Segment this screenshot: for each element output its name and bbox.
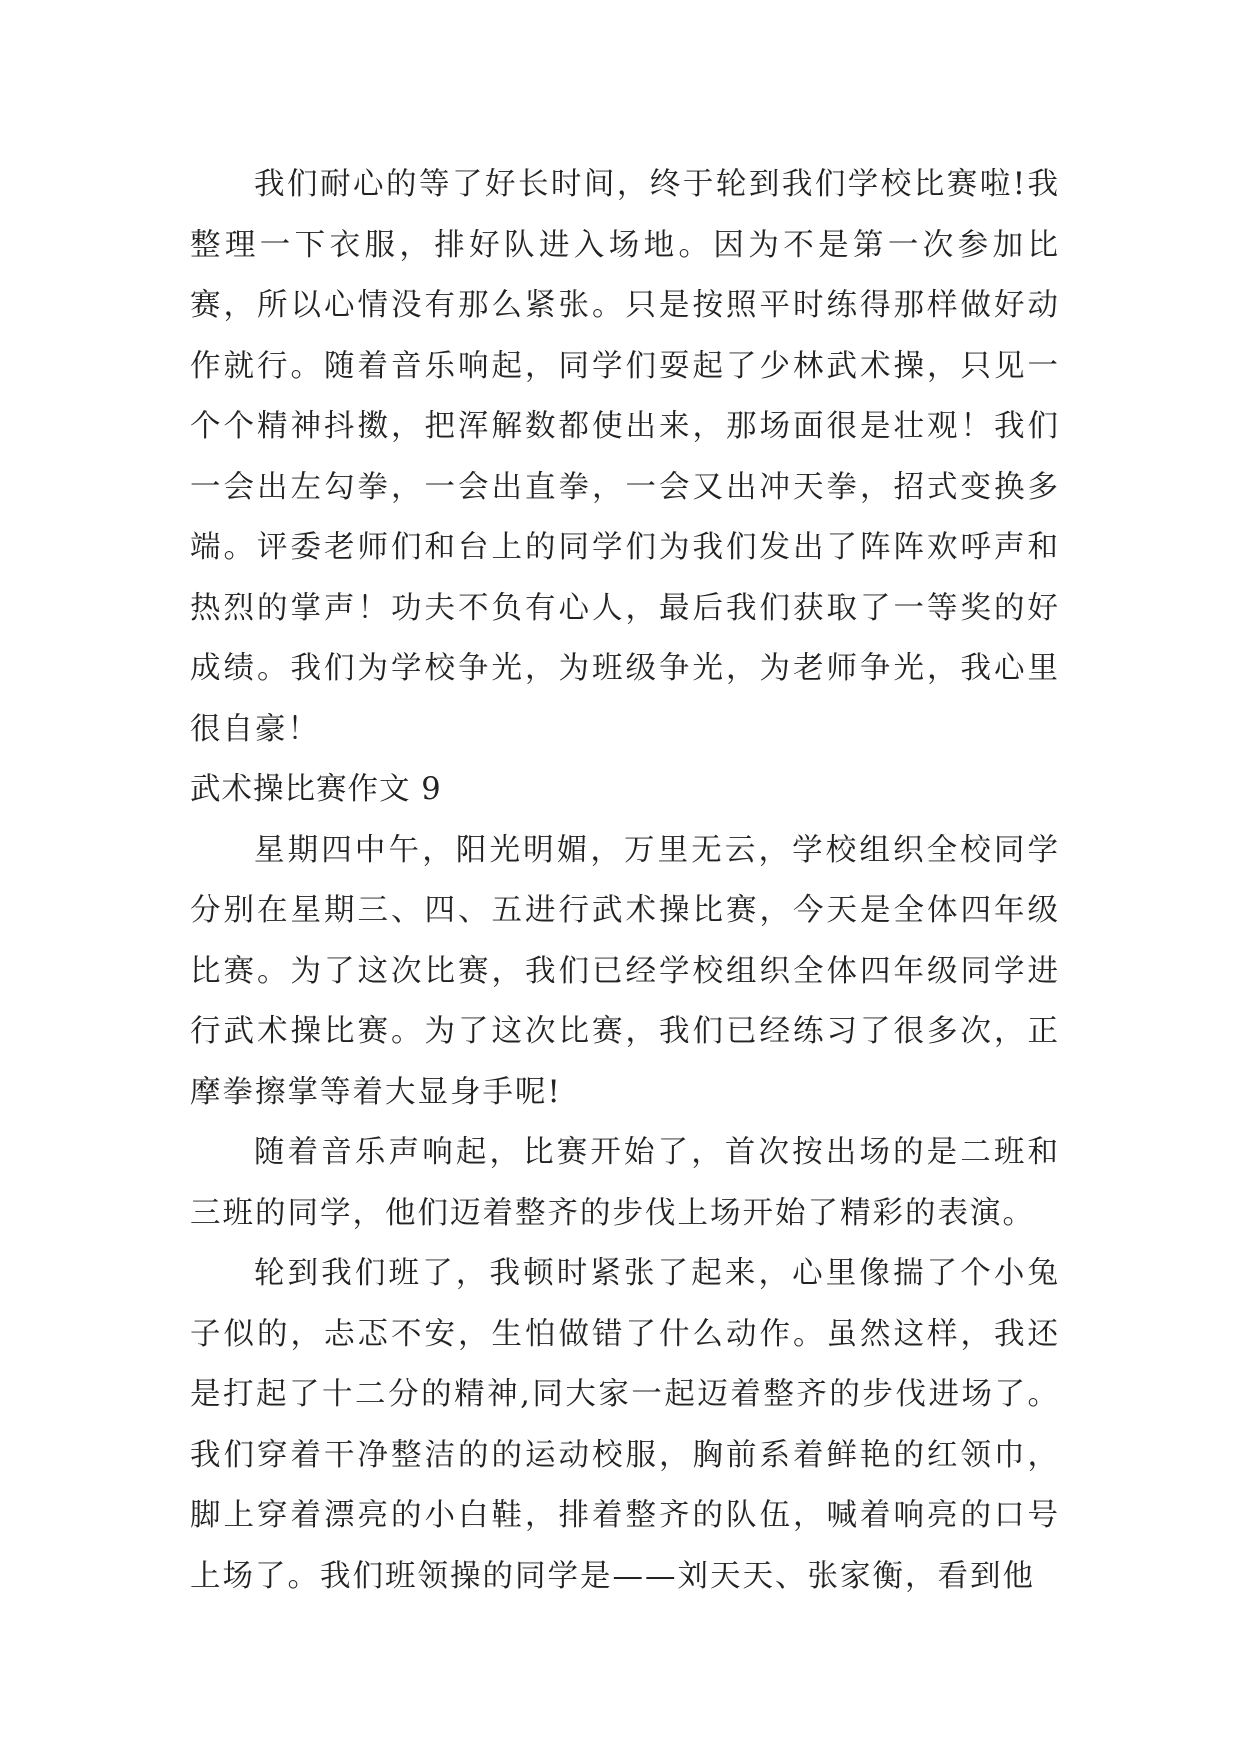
document-body	[190, 155, 1060, 1607]
essay-heading: 武术操比赛作文 9	[190, 772, 442, 807]
paragraph: 我们耐心的等了好长时间，终于轮到我们学校比赛啦!我整理一下衣服，排好队进入场地。因为不是第一次参加比赛，所以心情没有那么紧张。只是按照平时练得那样做好动作就行。随着音乐响起，同学们耍起了少林武术操，只见一个个精神抖擞，把浑解数都使出来，那场面很是壮观！我们一会出左勾拳，一会出直拳，一会又出冲天拳，招式变换多端。评委老师们和台上的同学们为我们发出了阵阵欢呼声和热烈的掌声！功夫不负有心人，最后我们获取了一等奖的好成绩。我们为学校争光，为班级争光，为老师争光，我心里很自豪！	[190, 167, 1060, 747]
paragraph: 星期四中午，阳光明媚，万里无云，学校组织全校同学分别在星期三、四、五进行武术操比赛，今天是全体四年级比赛。为了这次比赛，我们已经学校组织全体四年级同学进行武术操比赛。为了这次比赛，我们已经练习了很多次，正摩拳擦掌等着大显身手呢!	[190, 832, 1060, 1110]
paragraph: 轮到我们班了，我顿时紧张了起来，心里像揣了个小兔子似的，忐忑不安，生怕做错了什么动作。虽然这样，我还是打起了十二分的精神,同大家一起迈着整齐的步伐进场了。我们穿着干净整洁的的运动校服，胸前系着鲜艳的红领巾，脚上穿着漂亮的小白鞋，排着整齐的队伍，喊着响亮的口号上场了。我们班领操的同学是——刘天天、张家衡，看到他	[190, 1256, 1060, 1594]
paragraph: 随着音乐声响起，比赛开始了，首次按出场的是二班和三班的同学，他们迈着整齐的步伐上场开始了精彩的表演。	[190, 1135, 1060, 1231]
